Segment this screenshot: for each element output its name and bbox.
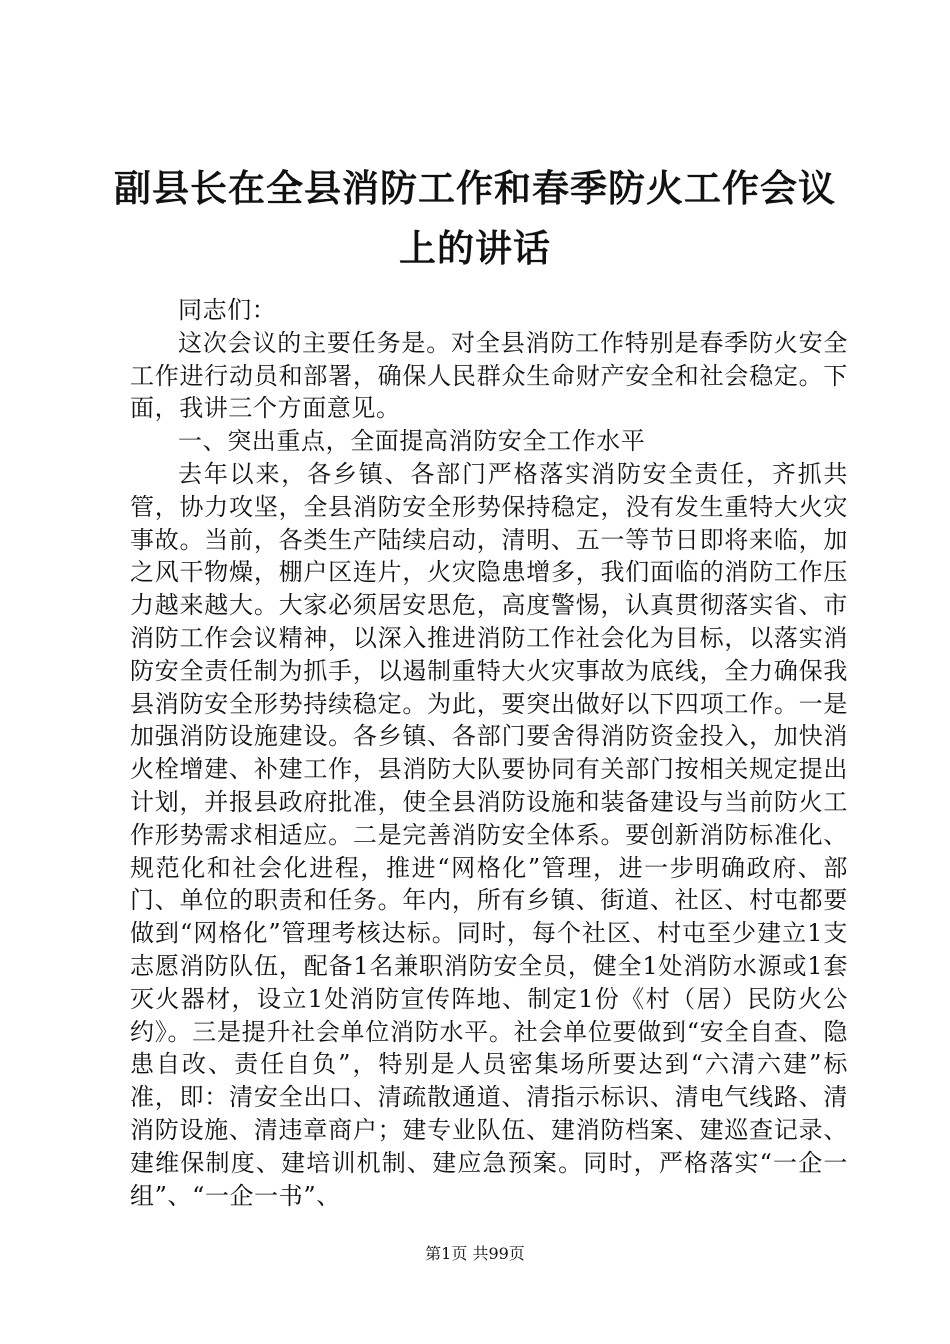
page-number: 第1页 共99页: [425, 1244, 525, 1263]
salutation: 同志们：: [178, 296, 277, 324]
document-title: 副县长在全县消防工作和春季防火工作会议上的讲话: [114, 166, 836, 270]
intro-paragraph: 这次会议的主要任务是。对全县消防工作特别是春季防火安全工作进行动员和部署，确保人民群众生命财产安全和社会稳定。下面，我讲三个方面意见。: [130, 328, 848, 423]
document-body: [130, 294, 848, 1212]
section-heading: 一、突出重点，全面提高消防安全工作水平: [178, 427, 646, 456]
body-paragraph: 去年以来，各乡镇、各部门严格落实消防安全责任，齐抓共管，协力攻坚，全县消防安全形势保持稳定，没有发生重特大火灾事故。当前，各类生产陆续启动，清明、五一等节日即将来临，加之风干物燥，棚户区连片，火灾隐患增多，我们面临的消防工作压力越来越大。大家必须居安思危，高度警惕，认真贯彻落实省、市消防工作会议精神，以深入推进消防工作社会化为目标，以落实消防安全责任制为抓手，以遏制重特大火灾事故为底线，全力确保我县消防安全形势持续稳定。为此，要突出做好以下四项工作。一是加强消防设施建设。各乡镇、各部门要舍得消防资金投入，加快消火栓增建、补建工作，县消防大队要协同有关部门按相关规定提出计划，并报县政府批准，使全县消防设施和装备建设与当前防火工作形势需求相适应。二是完善消防安全体系。要创新消防标准化、规范化和社会化进程，推进“网格化”管理，进一步明确政府、部门、单位的职责和任务。年内，所有乡镇、街道、社区、村屯都要做到“网格化”管理考核达标。同时，每个社区、村屯至少建立1支志愿消防队伍，配备1名兼职消防安全员，健全1处消防水源或1套灭火器材，设立1处消防宣传阵地、制定1份《村（居）民防火公约》。三是提升社会单位消防水平。社会单位要做到“安全自查、隐患自改、责任自负”，特别是人员密集场所要达到“六清六建”标准，即：清安全出口、清疏散通道、清指示标识、清电气线路、清消防设施、清违章商户；建专业队伍、建消防档案、建巡查记录、建维保制度、建培训机制、建应急预案。同时，严格落实“一企一组”、“一企一书”、: [130, 459, 848, 1210]
